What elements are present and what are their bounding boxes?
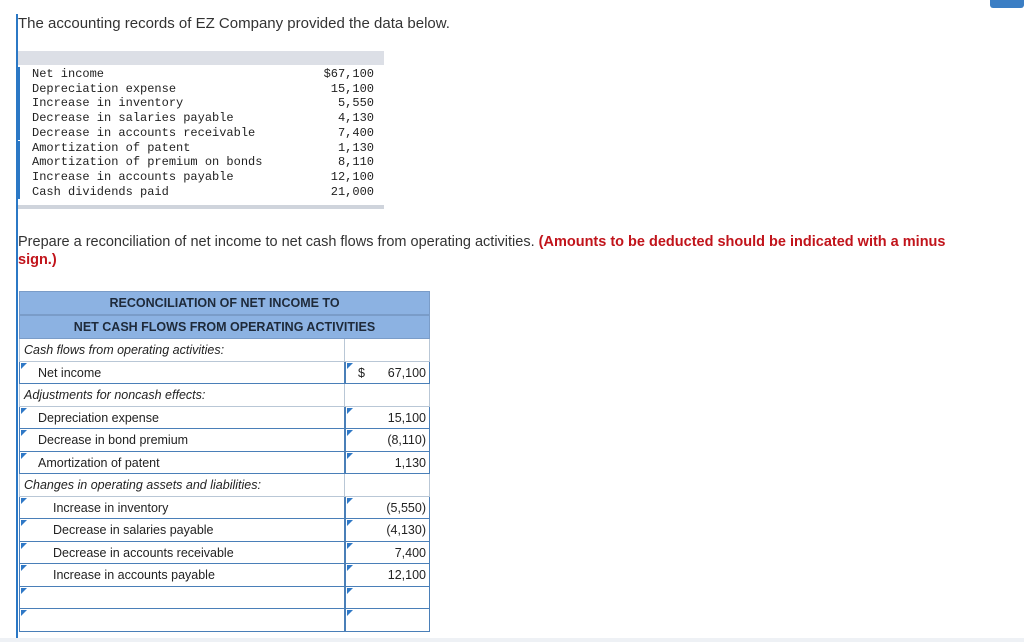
worksheet-entry-row: [19, 429, 430, 452]
worksheet-section-row: [19, 339, 430, 362]
instructions-emphasis: (Amounts to be deducted should be indicated with a minus sign.): [18, 234, 946, 268]
amount-value: 67,100: [387, 365, 426, 380]
dropdown-indicator-icon: [21, 588, 27, 594]
data-row-value: 1,130: [337, 140, 374, 155]
data-row-value: 4,130: [337, 111, 374, 126]
data-row-label: Amortization of patent: [32, 140, 191, 155]
data-row-value: 15,100: [330, 81, 374, 96]
data-row-marker: [18, 170, 20, 185]
amount-cell: [345, 384, 430, 407]
line-item-label-field[interactable]: [19, 429, 345, 452]
amount-input[interactable]: [345, 497, 430, 520]
amount-input[interactable]: [345, 564, 430, 587]
dropdown-indicator-icon: [21, 543, 27, 549]
amount-input[interactable]: [345, 429, 430, 452]
input-marker-icon: [347, 543, 353, 549]
row-label: Decrease in accounts receivable: [53, 545, 234, 560]
worksheet-entry-row: [19, 362, 430, 385]
line-item-label-field[interactable]: [19, 587, 345, 610]
amount-value: (8,110): [387, 433, 426, 447]
data-row-marker: [18, 67, 20, 82]
line-item-label-field[interactable]: [19, 407, 345, 430]
amount-input[interactable]: [345, 587, 430, 610]
amount-input[interactable]: [345, 542, 430, 565]
amount-input[interactable]: [345, 407, 430, 430]
instructions-text: Prepare a reconciliation of net income to net cash flows from operating activities.: [18, 234, 539, 250]
row-label: Increase in inventory: [53, 500, 169, 515]
section-label-cell: [19, 474, 345, 497]
dropdown-indicator-icon: [21, 520, 27, 526]
worksheet-entry-row: [19, 497, 430, 520]
input-marker-icon: [347, 498, 353, 504]
top-right-tab[interactable]: [990, 0, 1024, 8]
line-item-label-field[interactable]: [19, 362, 345, 385]
data-row: [18, 126, 384, 141]
data-row-label: Depreciation expense: [32, 81, 177, 96]
amount-input[interactable]: [345, 452, 430, 475]
input-marker-icon: [347, 610, 353, 616]
data-row-marker: [18, 96, 20, 111]
line-item-label-field[interactable]: [19, 542, 345, 565]
data-row-value: $67,100: [323, 67, 374, 81]
worksheet-entry-row: [19, 609, 430, 632]
data-row-label: Cash dividends paid: [32, 184, 169, 199]
data-row-value: 8,110: [337, 155, 374, 170]
currency-symbol: $: [358, 365, 365, 380]
line-item-label-field[interactable]: [19, 609, 345, 632]
dropdown-indicator-icon: [21, 498, 27, 504]
row-label: Changes in operating assets and liabilities:: [24, 478, 261, 492]
section-label-cell: [19, 339, 345, 362]
data-row-label: Amortization of premium on bonds: [32, 155, 263, 170]
data-row-value: 21,000: [330, 184, 374, 199]
input-marker-icon: [347, 588, 353, 594]
worksheet-header-line2: NET CASH FLOWS FROM OPERATING ACTIVITIES: [19, 315, 430, 339]
dropdown-indicator-icon: [21, 610, 27, 616]
worksheet-section-row: [19, 474, 430, 497]
input-marker-icon: [347, 363, 353, 369]
data-row: [18, 185, 384, 200]
data-table-bottom-bar: [18, 205, 384, 209]
amount-value: 15,100: [387, 410, 426, 425]
data-row-marker: [18, 185, 20, 200]
line-item-label-field[interactable]: [19, 519, 345, 542]
amount-input[interactable]: [345, 362, 430, 385]
worksheet-entry-row: [19, 587, 430, 610]
worksheet-entry-row: [19, 452, 430, 475]
row-label: Amortization of patent: [38, 455, 160, 470]
row-label: Decrease in salaries payable: [53, 523, 214, 537]
worksheet-section-row: [19, 384, 430, 407]
input-marker-icon: [347, 430, 353, 436]
data-row-value: 12,100: [330, 169, 374, 184]
worksheet-entry-row: [19, 564, 430, 587]
amount-value: (4,130): [386, 523, 426, 537]
input-marker-icon: [347, 453, 353, 459]
data-row: [18, 96, 384, 111]
data-row-label: Decrease in accounts receivable: [32, 125, 256, 140]
dropdown-indicator-icon: [21, 565, 27, 571]
amount-input[interactable]: [345, 609, 430, 632]
amount-value: 12,100: [387, 568, 426, 582]
data-row-marker: [18, 82, 20, 97]
amount-value: 7,400: [394, 545, 426, 560]
row-label: Adjustments for noncash effects:: [24, 388, 206, 402]
data-row-label: Increase in inventory: [32, 96, 184, 111]
line-item-label-field[interactable]: [19, 564, 345, 587]
amount-cell: [345, 474, 430, 497]
row-label: Decrease in bond premium: [38, 433, 189, 447]
line-item-label-field[interactable]: [19, 452, 345, 475]
page-bottom-strip: [0, 638, 1024, 642]
given-data-table: [18, 51, 384, 209]
worksheet-header-line1: RECONCILIATION OF NET INCOME TO: [19, 291, 430, 315]
data-row-marker: [18, 111, 20, 126]
row-label: Depreciation expense: [38, 410, 159, 425]
data-table-top-bar: [18, 51, 384, 65]
input-marker-icon: [347, 520, 353, 526]
data-row: [18, 82, 384, 97]
data-row-value: 5,550: [337, 96, 374, 111]
dropdown-indicator-icon: [21, 408, 27, 414]
dropdown-indicator-icon: [21, 430, 27, 436]
data-row: [18, 111, 384, 126]
dropdown-indicator-icon: [21, 453, 27, 459]
data-row-label: Net income: [32, 67, 105, 81]
data-row-label: Decrease in salaries payable: [32, 111, 234, 126]
section-label-cell: [19, 384, 345, 407]
data-row-marker: [18, 141, 20, 156]
data-row: [18, 67, 384, 82]
row-label: Increase in accounts payable: [53, 568, 215, 582]
row-label: Net income: [38, 365, 102, 380]
instructions: [18, 233, 948, 269]
data-row: [18, 170, 384, 185]
amount-value: (5,550): [386, 500, 426, 515]
data-row: [18, 155, 384, 170]
amount-cell: [345, 339, 430, 362]
question-intro: The accounting records of EZ Company provided the data below.: [18, 15, 450, 32]
data-row-marker: [18, 155, 20, 170]
data-row-value: 7,400: [337, 125, 374, 140]
amount-input[interactable]: [345, 519, 430, 542]
worksheet-entry-row: [19, 407, 430, 430]
data-row-marker: [18, 126, 20, 141]
amount-value: 1,130: [394, 455, 426, 470]
data-row-label: Increase in accounts payable: [32, 169, 234, 184]
worksheet-entry-row: [19, 542, 430, 565]
line-item-label-field[interactable]: [19, 497, 345, 520]
input-marker-icon: [347, 565, 353, 571]
dropdown-indicator-icon: [21, 363, 27, 369]
row-label: Cash flows from operating activities:: [24, 343, 225, 357]
data-row: [18, 141, 384, 156]
input-marker-icon: [347, 408, 353, 414]
worksheet-entry-row: [19, 519, 430, 542]
